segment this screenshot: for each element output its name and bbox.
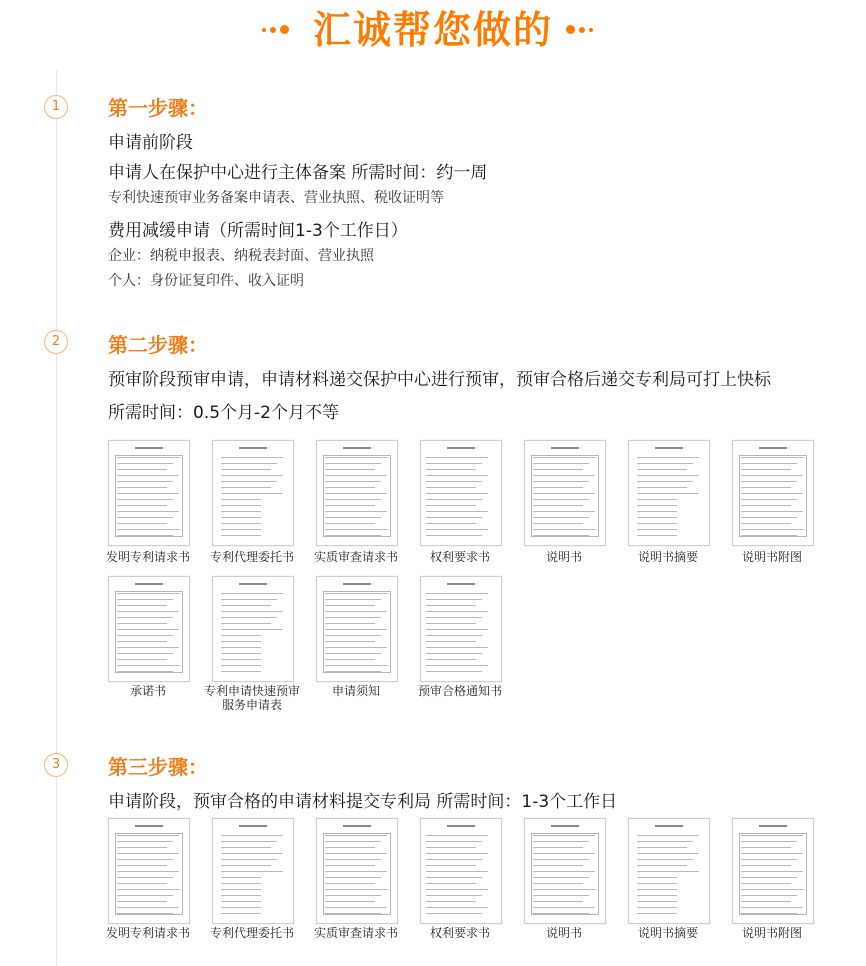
step-1-line-3: 专利快速预审业务备案申请表、营业执照、税收证明等 (108, 190, 444, 206)
document-thumbnail (108, 440, 190, 546)
step-1-line-1: 申请前阶段 (108, 133, 193, 153)
document-thumbnail (212, 818, 294, 924)
document-caption: 说明书附图 (741, 550, 802, 564)
step-2-title: 第二步骤： (108, 333, 208, 357)
document-caption: 说明书摘要 (637, 926, 698, 940)
document-caption: 承诺书 (129, 684, 166, 698)
document-thumbnail (524, 440, 606, 546)
document-caption: 实质审查请求书 (313, 926, 398, 940)
document-caption: 权利要求书 (429, 550, 490, 564)
document-caption: 申请须知 (331, 684, 380, 698)
page-title: 汇诚帮您做的 (312, 8, 553, 52)
document-caption: 专利申请快速预审服务申请表 (203, 684, 300, 712)
document-caption: 专利代理委托书 (209, 926, 294, 940)
document-thumbnail (108, 576, 190, 682)
document-thumbnail (212, 576, 294, 682)
step-1-title: 第一步骤： (108, 96, 208, 120)
document-caption: 说明书 (545, 550, 582, 564)
document-caption: 权利要求书 (429, 926, 490, 940)
step-1-line-6: 个人：身份证复印件、收入证明 (108, 273, 304, 289)
document-caption: 说明书 (545, 926, 582, 940)
document-caption: 说明书附图 (741, 926, 802, 940)
document-thumbnail (212, 440, 294, 546)
step-2-line-1: 预审阶段预审申请，申请材料递交保护中心进行预审，预审合格后递交专利局可打上快标 (108, 370, 771, 390)
document-caption: 专利代理委托书 (209, 550, 294, 564)
step-1-number: 1 (44, 95, 68, 119)
document-thumbnail (316, 576, 398, 682)
document-caption: 说明书摘要 (637, 550, 698, 564)
document-thumbnail (628, 440, 710, 546)
document-thumbnail (316, 818, 398, 924)
timeline-line (56, 70, 57, 966)
document-thumbnail (108, 818, 190, 924)
document-thumbnail (524, 818, 606, 924)
step-1-line-2: 申请人在保护中心进行主体备案 所需时间：约一周 (108, 163, 488, 183)
step-1-line-5: 企业：纳税申报表、纳税表封面、营业执照 (108, 248, 374, 264)
document-thumbnail (420, 818, 502, 924)
step-2-number: 2 (44, 330, 68, 354)
document-caption: 发明专利请求书 (105, 926, 190, 940)
document-thumbnail (420, 440, 502, 546)
step-3-title: 第三步骤： (108, 755, 208, 779)
step-1-line-4: 费用减缓申请（所需时间1-3个工作日） (108, 221, 408, 241)
step-3-number: 3 (44, 753, 68, 777)
document-caption: 发明专利请求书 (105, 550, 190, 564)
document-thumbnail (628, 818, 710, 924)
document-caption: 预审合格通知书 (417, 684, 502, 698)
document-thumbnail (732, 818, 814, 924)
document-caption: 实质审查请求书 (313, 550, 398, 564)
decorative-dots-right (566, 25, 593, 34)
page-header (0, 0, 866, 62)
step-2-line-2: 所需时间：0.5个月-2个月不等 (108, 403, 339, 423)
step-3-line-1: 申请阶段，预审合格的申请材料提交专利局 所需时间：1-3个工作日 (108, 792, 618, 812)
document-thumbnail (420, 576, 502, 682)
document-thumbnail (732, 440, 814, 546)
document-thumbnail (316, 440, 398, 546)
